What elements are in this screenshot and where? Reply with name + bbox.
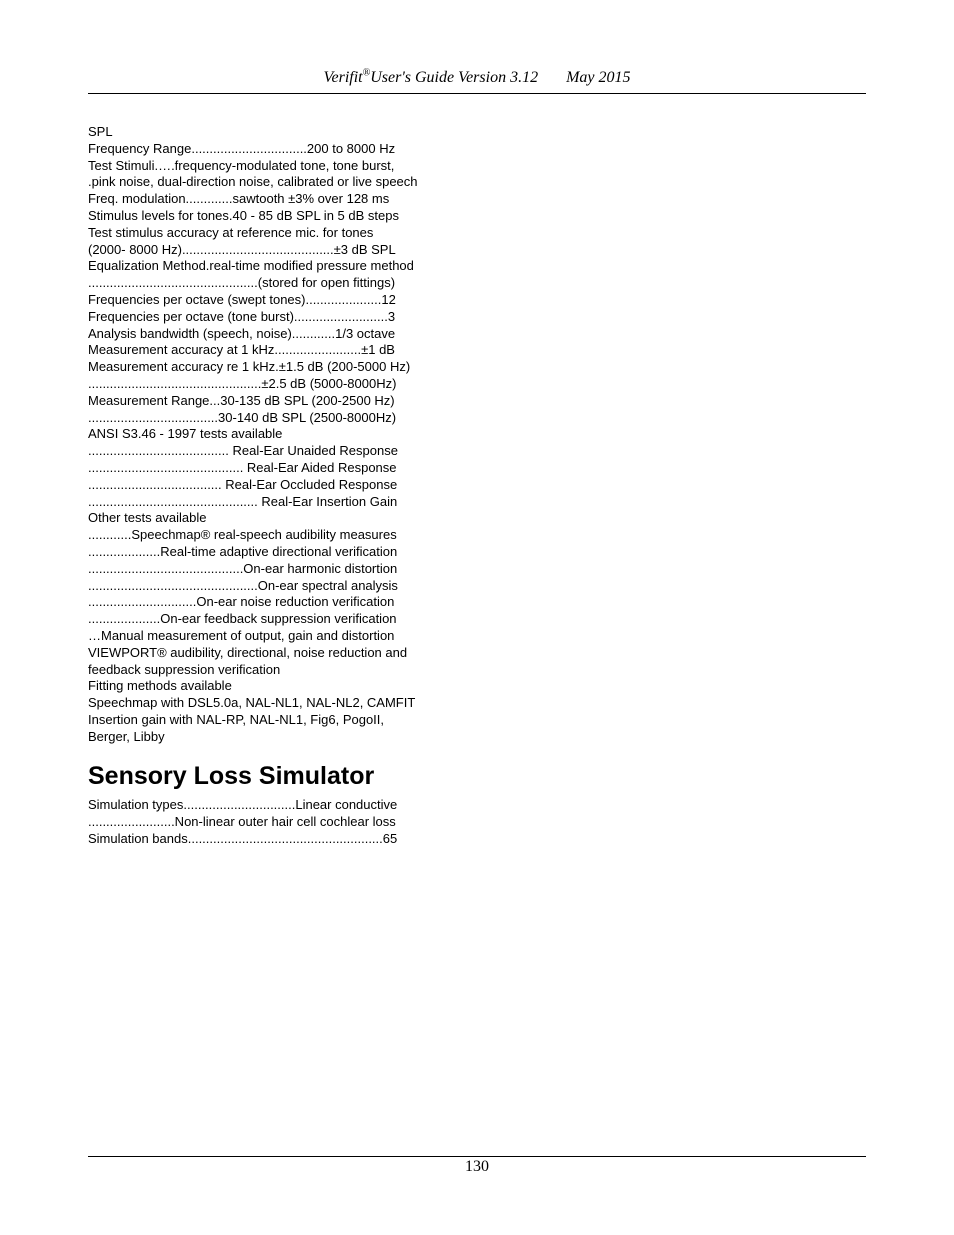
spec-line: ....................On-ear feedback suppression verification xyxy=(88,611,397,627)
spec-line: Insertion gain with NAL-RP, NAL-NL1, Fig6, PogoII, xyxy=(88,711,385,727)
spec-line: Stimulus levels for tones.40 - 85 dB SPL in 5 dB steps xyxy=(88,207,399,223)
spec-line: Frequencies per octave (swept tones).....................12 xyxy=(88,291,396,307)
page-number: 130 xyxy=(465,1158,489,1175)
spec-line: …Manual measurement of output, gain and distortion xyxy=(88,627,395,643)
spec-line: ...............................................On-ear spectral analysis xyxy=(88,577,398,593)
header-product: Verifit xyxy=(323,69,363,86)
header-title: User's Guide Version 3.12 xyxy=(370,69,539,86)
spec-line: Equalization Method.real-time modified pressure method xyxy=(88,258,414,274)
spec-line: ................................................±2.5 dB (5000-8000Hz) xyxy=(88,375,397,391)
spec-line: Measurement accuracy re 1 kHz.±1.5 dB (200-5000 Hz) xyxy=(88,359,411,375)
spec-line: Analysis bandwidth (speech, noise)............1/3 octave xyxy=(88,325,396,341)
spec-line: Speechmap with DSL5.0a, NAL-NL1, NAL-NL2, CAMFIT xyxy=(88,695,416,711)
spec-line: ............................................... Real-Ear Insertion Gain xyxy=(88,493,398,509)
spec-line: ........................Non-linear outer hair cell cochlear loss xyxy=(88,814,396,830)
spec-line: ...........................................On-ear harmonic distortion xyxy=(88,560,398,576)
spec-line: feedback suppression verification xyxy=(88,661,281,677)
section-title: Sensory Loss Simulator xyxy=(88,762,375,791)
spec-line: Berger, Libby xyxy=(88,728,165,744)
page-header xyxy=(88,66,866,90)
registered-mark: ® xyxy=(362,67,371,79)
section-spec-list xyxy=(88,797,468,847)
spec-line: Simulation types...............................Linear conductive xyxy=(88,797,398,813)
spec-line: ....................................... Real-Ear Unaided Response xyxy=(88,443,398,459)
header-rule xyxy=(88,93,866,94)
spec-line: (2000- 8000 Hz)..........................................±3 dB SPL xyxy=(88,241,396,257)
spec-list xyxy=(88,124,468,745)
spec-line: ..............................On-ear noise reduction verification xyxy=(88,594,395,610)
spec-line: Frequencies per octave (tone burst)..........................3 xyxy=(88,308,396,324)
spec-line: VIEWPORT® audibility, directional, noise reduction and xyxy=(88,644,408,660)
spec-line: Test stimulus accuracy at reference mic. for tones xyxy=(88,224,374,240)
spec-line: Measurement Range...30-135 dB SPL (200-2500 Hz) xyxy=(88,392,395,408)
spec-line: ............Speechmap® real-speech audibility measures xyxy=(88,527,397,543)
spec-line: Measurement accuracy at 1 kHz........................±1 dB xyxy=(88,342,395,358)
spec-line: Test Stimuli.….frequency-modulated tone, tone burst, xyxy=(88,157,395,173)
spec-line: ...............................................(stored for open fittings) xyxy=(88,275,396,291)
spec-line: ANSI S3.46 - 1997 tests available xyxy=(88,426,283,442)
spec-line: .pink noise, dual-direction noise, calibrated or live speech xyxy=(88,174,418,190)
spec-line: ....................Real-time adaptive directional verification xyxy=(88,543,398,559)
spec-line: ....................................30-140 dB SPL (2500-8000Hz) xyxy=(88,409,397,425)
spec-line: SPL xyxy=(88,124,113,139)
header-date: May 2015 xyxy=(566,69,631,86)
spec-line: Simulation bands......................................................65 xyxy=(88,831,398,847)
spec-line: ..................................... Real-Ear Occluded Response xyxy=(88,476,398,492)
spec-line: Frequency Range................................200 to 8000 Hz xyxy=(88,140,396,156)
spec-line: ........................................... Real-Ear Aided Response xyxy=(88,459,397,475)
spec-line: Fitting methods available xyxy=(88,678,232,694)
spec-line: Freq. modulation.............sawtooth ±3% over 128 ms xyxy=(88,191,390,207)
spec-line: Other tests available xyxy=(88,510,207,526)
spec-content xyxy=(88,124,468,848)
